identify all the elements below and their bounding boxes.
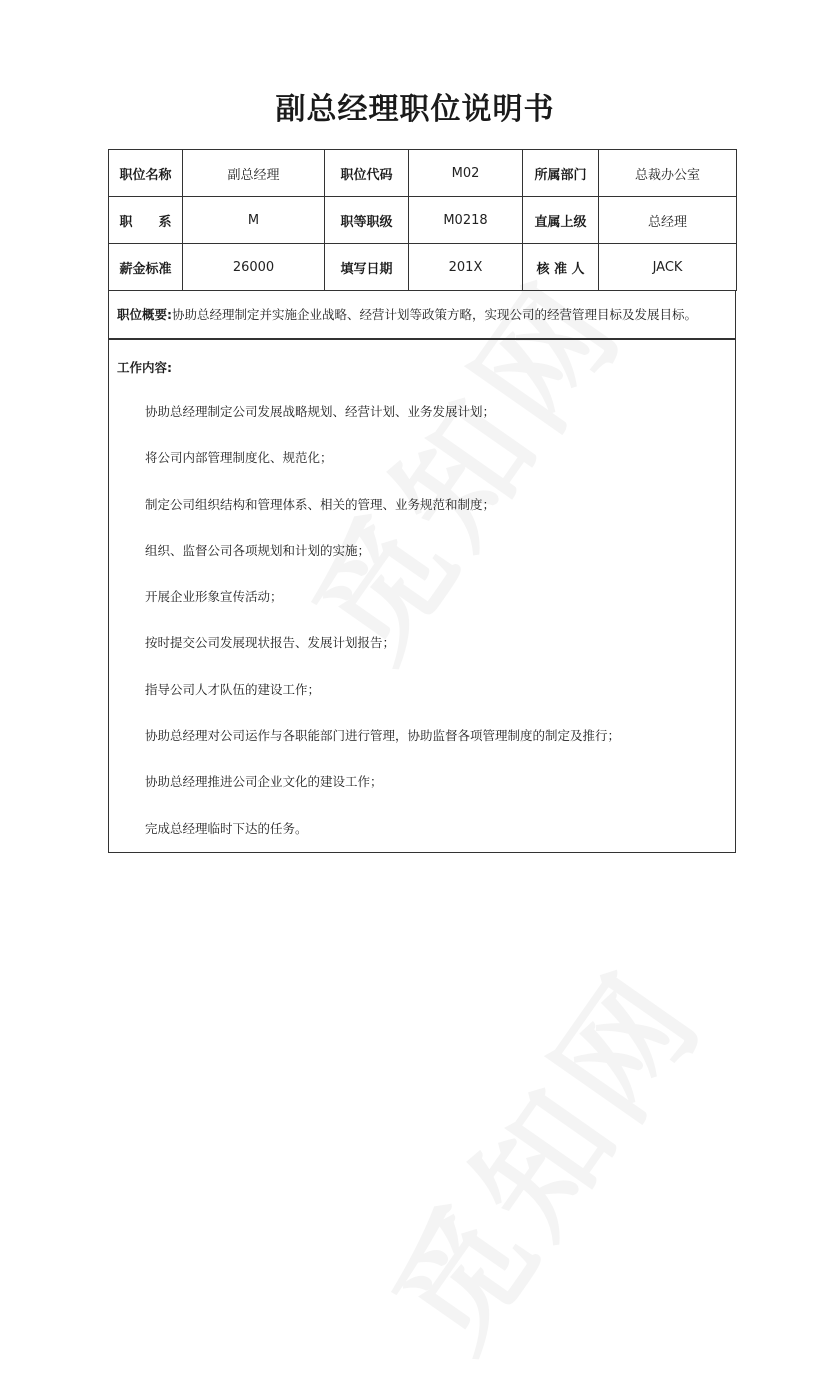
position-name-label: 职位名称	[109, 150, 183, 197]
supervisor-label: 直属上级	[523, 197, 599, 244]
list-item: 开展企业形象宣传活动；	[145, 589, 283, 605]
department-value: 总裁办公室	[599, 150, 737, 197]
table-row	[109, 244, 737, 291]
list-item: 制定公司组织结构和管理体系、相关的管理、业务规范和制度；	[145, 496, 496, 512]
page-title: 副总经理职位说明书	[275, 92, 555, 127]
list-item: 协助总经理对公司运作与各职能部门进行管理，协助监督各项管理制度的制定及推行；	[145, 728, 621, 744]
grade-value: M0218	[409, 197, 523, 244]
position-info-table	[108, 149, 737, 291]
table-row	[109, 150, 737, 197]
salary-label: 薪金标准	[109, 244, 183, 291]
fill-date-label: 填写日期	[325, 244, 409, 291]
position-code-value: M02	[409, 150, 523, 197]
list-item: 协助总经理制定公司发展战略规划、经营计划、业务发展计划；	[145, 404, 496, 419]
list-item: 将公司内部管理制度化、规范化；	[145, 450, 333, 466]
fill-date-value: 201X	[409, 244, 523, 291]
grade-label: 职等职级	[325, 197, 409, 244]
job-duties-section	[108, 339, 736, 853]
approver-label: 核 准 人	[523, 244, 599, 291]
list-item: 协助总经理推进公司企业文化的建设工作；	[145, 774, 383, 790]
list-item: 按时提交公司发展现状报告、发展计划报告；	[145, 635, 396, 651]
table-row	[109, 197, 737, 244]
summary-label: 职位概要:	[117, 307, 172, 322]
duties-heading: 工作内容:	[117, 360, 172, 375]
approver-value: JACK	[599, 244, 737, 291]
supervisor-value: 总经理	[599, 197, 737, 244]
watermark-bottom	[343, 928, 737, 1379]
duties-list	[145, 402, 620, 865]
job-family-value: M	[183, 197, 325, 244]
job-family-label: 职 系	[109, 197, 183, 244]
list-item: 组织、监督公司各项规划和计划的实施；	[145, 542, 371, 558]
summary-text: 协助总经理制定并实施企业战略、经营计划等政策方略，实现公司的经营管理目标及发展目标。	[172, 307, 698, 322]
salary-value: 26000	[183, 244, 325, 291]
list-item: 指导公司人才队伍的建设工作；	[145, 681, 321, 697]
position-code-label: 职位代码	[325, 150, 409, 197]
position-name-value: 副总经理	[183, 150, 325, 197]
position-summary	[108, 290, 736, 339]
list-item: 完成总经理临时下达的任务。	[145, 820, 308, 836]
department-label: 所属部门	[523, 150, 599, 197]
